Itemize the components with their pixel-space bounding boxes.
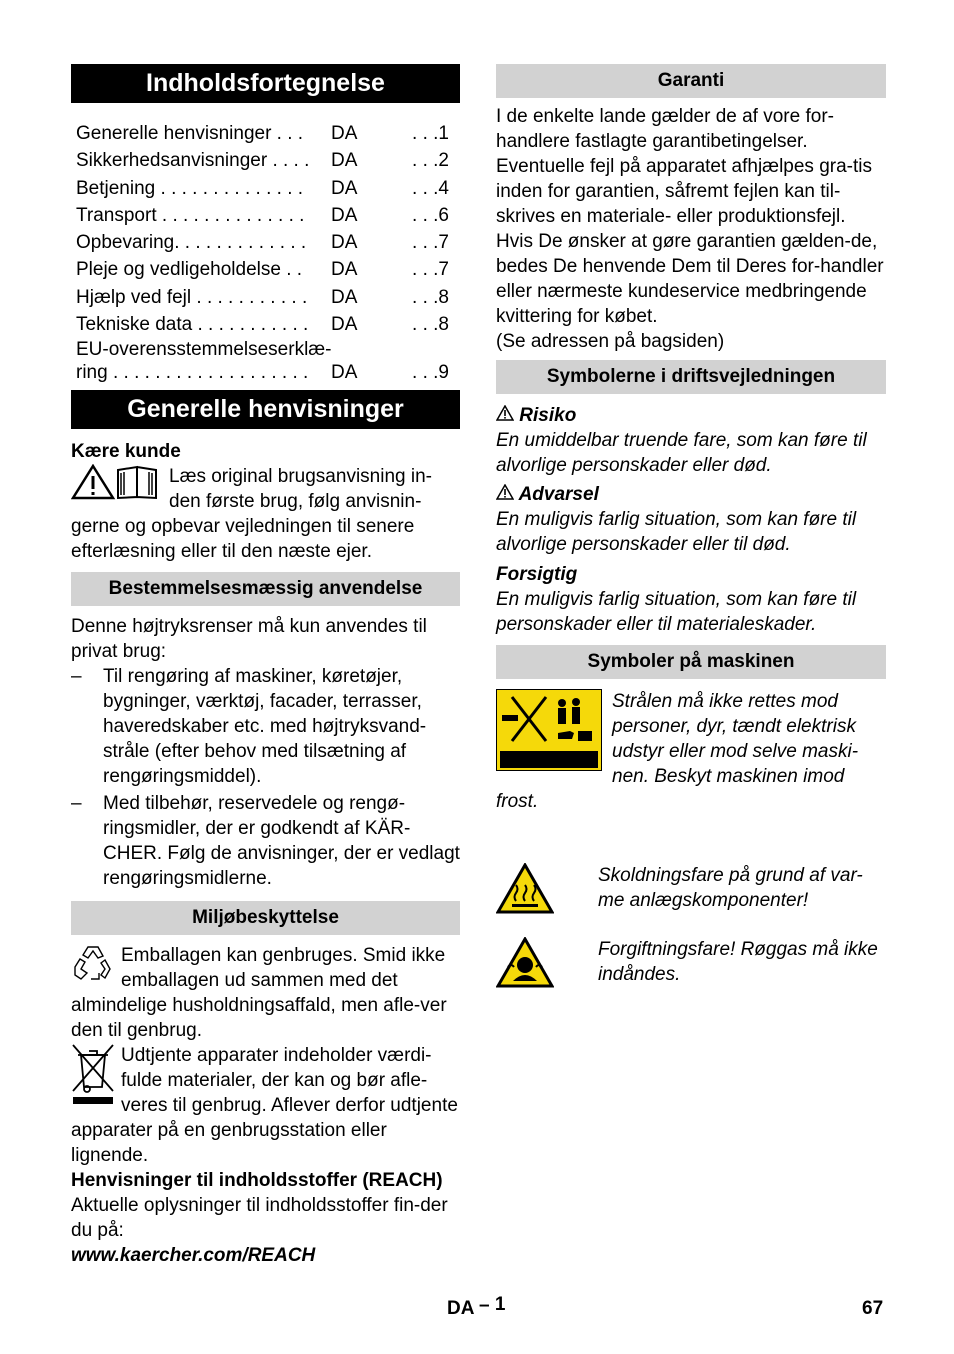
risk-text: En umiddelbar truende fare, som kan føre til alvorlige personskader eller død.	[496, 430, 867, 476]
packaging-text: Emballagen kan genbruges. Smid ikke emballagen ud sammen med det almindelige husholdningsaffald, men afle-ver den til genbrug.	[71, 945, 447, 1042]
list-item: – Til rengøring af maskiner, køretøjer, bygninger, værktøj, facader, terrasser, haveredskaber etc. med højtryksvand-stråle (efter behov med tilsætning af rengøringsmiddel).	[71, 664, 460, 789]
weee-bin-icon	[71, 1043, 115, 1114]
toc-entry-page: . . .8	[412, 314, 449, 336]
scald-text: Skoldningsfare på grund af var-me anlægskomponenter!	[598, 865, 863, 911]
right-column	[496, 64, 886, 996]
reach-link[interactable]: www.kaercher.com/REACH	[71, 1245, 316, 1267]
toc-entry-page: . . .7	[412, 232, 449, 254]
toc-entry-label: Generelle henvisninger . . .	[76, 123, 304, 144]
page-lang: DA	[447, 1298, 474, 1319]
toc-entry-page: . . .1	[412, 123, 449, 144]
warning-triangle-icon	[496, 482, 514, 507]
toc-title: Indholdsfortegnelse	[71, 64, 460, 103]
list-item: – Med tilbehør, reservedele og rengø-ringsmidler, der er godkendt af KÄR-CHER. Følg de anvisninger, der er vedlagt rengøringsmidlerne.	[71, 793, 460, 890]
hot-surface-icon	[496, 863, 570, 922]
toc-entry-label: EU-overensstemmelseserklæ-	[76, 339, 332, 361]
toc-entry-lang: DA	[331, 204, 358, 226]
section-title-intended-use: Bestemmelsesmæssig anvendelse	[71, 572, 460, 606]
list-item-text: Til rengøring af maskiner, køretøjer, bygninger, værktøj, facader, terrasser, haveredskaber etc. med højtryksvand-stråle (efter behov med tilsætning af rengøringsmiddel).	[103, 666, 427, 788]
toc-entry-page: . . .7	[412, 259, 449, 281]
toc-entry[interactable]	[71, 120, 460, 147]
toc-entry[interactable]	[71, 202, 460, 229]
toc-entry-page: . . .2	[412, 150, 449, 172]
frost-label-de: Vor Frost schützen!	[507, 782, 591, 792]
toc-entry-page: . . .4	[412, 177, 449, 199]
section-title-machine-symbols: Symboler på maskinen	[496, 645, 886, 679]
toc-entry-label: Opbevaring. . . . . . . . . . . . .	[76, 232, 307, 254]
reach-heading: Henvisninger til indholdsstoffer (REACH)	[71, 1170, 443, 1192]
toc-entry-page: . . .6	[412, 204, 449, 226]
recycle-icon	[71, 943, 115, 990]
toc-entry-lang: DA	[331, 286, 358, 308]
scald-symbol-row	[496, 863, 886, 922]
old-devices-text: Udtjente apparater indeholder værdi-fulde materialer, der kan og bør afle-veres til genbrug. Aflever derfor udtjente apparater på en genbrugsstation eller lignende.	[71, 1045, 458, 1167]
page-local: 1	[494, 1294, 506, 1315]
section-title-general: Generelle henvisninger	[71, 390, 460, 429]
warranty-text: I de enkelte lande gælder de af vore for-handlere fastlagte garantibetingelser. Eventuelle fejl på apparatet afhjælpes gra-tis inden for garantien, såfremt fejlen kan til-skrives en materiale- eller produktionsfejl. Hvis De ønsker at gøre garantien gælden-de, bedes De henvende Dem til Deres for-handler eller nærmeste kundeservice medbringende kvittering for købet.	[496, 106, 884, 327]
general-intro-text: Læs original brugsanvisning in-den første brug, følg anvisnin-gerne og opbevar vejledningen til senere efterlæsning eller til den næste ejer.	[71, 466, 432, 563]
toc-entry-label: Pleje og vedligeholdelse . .	[76, 259, 303, 281]
toc-entry[interactable]	[71, 229, 460, 256]
toc-entry-lang: DA	[331, 150, 358, 172]
toc-entry-label: Tekniske data . . . . . . . . . . .	[76, 314, 309, 336]
poison-text: Forgiftningsfare! Røggas må ikke indåndes.	[598, 939, 878, 985]
warning-title: Advarsel	[518, 484, 599, 505]
warning-triangle-icon	[496, 403, 514, 428]
page-local-number	[447, 1296, 505, 1321]
toc-entry[interactable]	[71, 284, 460, 311]
toc-entry-label: Betjening . . . . . . . . . . . . . .	[76, 177, 304, 199]
toc-list	[71, 120, 460, 384]
toc-entry[interactable]	[71, 338, 460, 384]
jet-warning-text: Strålen må ikke rettes mod personer, dyr, tændt elektrisk udstyr eller mod selve maski-nen. Beskyt maskinen imod frost.	[496, 691, 859, 812]
warning-text: En muligvis farlig situation, som kan føre til alvorlige personskader eller til død.	[496, 509, 857, 555]
toxic-fumes-icon	[496, 937, 570, 996]
toc-entry-lang: DA	[331, 123, 358, 144]
toc-entry-lang: DA	[331, 314, 358, 336]
dear-customer-heading: Kære kunde	[71, 441, 181, 463]
toc-entry[interactable]	[71, 256, 460, 283]
toc-entry-lang: DA	[331, 259, 358, 281]
risk-heading	[496, 403, 886, 428]
toc-entry-page: . . .8	[412, 286, 449, 308]
toc-entry-lang: DA	[331, 177, 358, 199]
section-title-environment: Miljøbeskyttelse	[71, 901, 460, 935]
toc-entry-label: Sikkerhedsanvisninger . . . .	[76, 150, 310, 172]
intended-use-text: Denne højtryksrenser må kun anvendes til privat brug:	[71, 616, 427, 663]
toc-entry[interactable]	[71, 175, 460, 202]
jet-warning-label-icon	[496, 689, 602, 778]
page-number: 67	[862, 1298, 884, 1319]
reach-text: Aktuelle oplysninger til indholdsstoffer fin-der du på:	[71, 1195, 448, 1242]
toc-entry[interactable]	[71, 147, 460, 174]
frost-label-text	[506, 772, 592, 792]
toc-entry[interactable]	[71, 311, 460, 338]
toc-entry-lang: DA	[331, 232, 358, 254]
toc-entry-label: Hjælp ved fejl . . . . . . . . . . .	[76, 286, 308, 308]
warning-heading	[496, 482, 886, 507]
page-separator: –	[479, 1295, 490, 1316]
caution-text: En muligvis farlig situation, som kan føre til personskader eller til materialeskader.	[496, 589, 857, 635]
frost-label-en: Protect from frost!	[509, 772, 589, 782]
left-column	[71, 64, 460, 1268]
poison-symbol-row	[496, 937, 886, 996]
toc-entry-page: . . .9	[412, 362, 449, 384]
list-item-text: Med tilbehør, reservedele og rengø-ringsmidler, der er godkendt af KÄR-CHER. Følg de anvisninger, der er vedlagt rengøringsmidlerne.	[103, 793, 460, 890]
risk-title: Risiko	[519, 405, 577, 426]
warranty-address: (Se adressen på bagsiden)	[496, 331, 725, 352]
toc-entry-label-cont: ring . . . . . . . . . . . . . . . . . . .	[76, 362, 309, 384]
toc-entry-label: Transport . . . . . . . . . . . . . .	[76, 204, 305, 226]
read-manual-icon	[71, 464, 161, 507]
toc-entry-lang: DA	[331, 362, 358, 384]
section-title-warranty: Garanti	[496, 64, 886, 98]
section-title-manual-symbols: Symbolerne i driftsvejledningen	[496, 360, 886, 394]
caution-heading: Forsigtig	[496, 564, 578, 585]
